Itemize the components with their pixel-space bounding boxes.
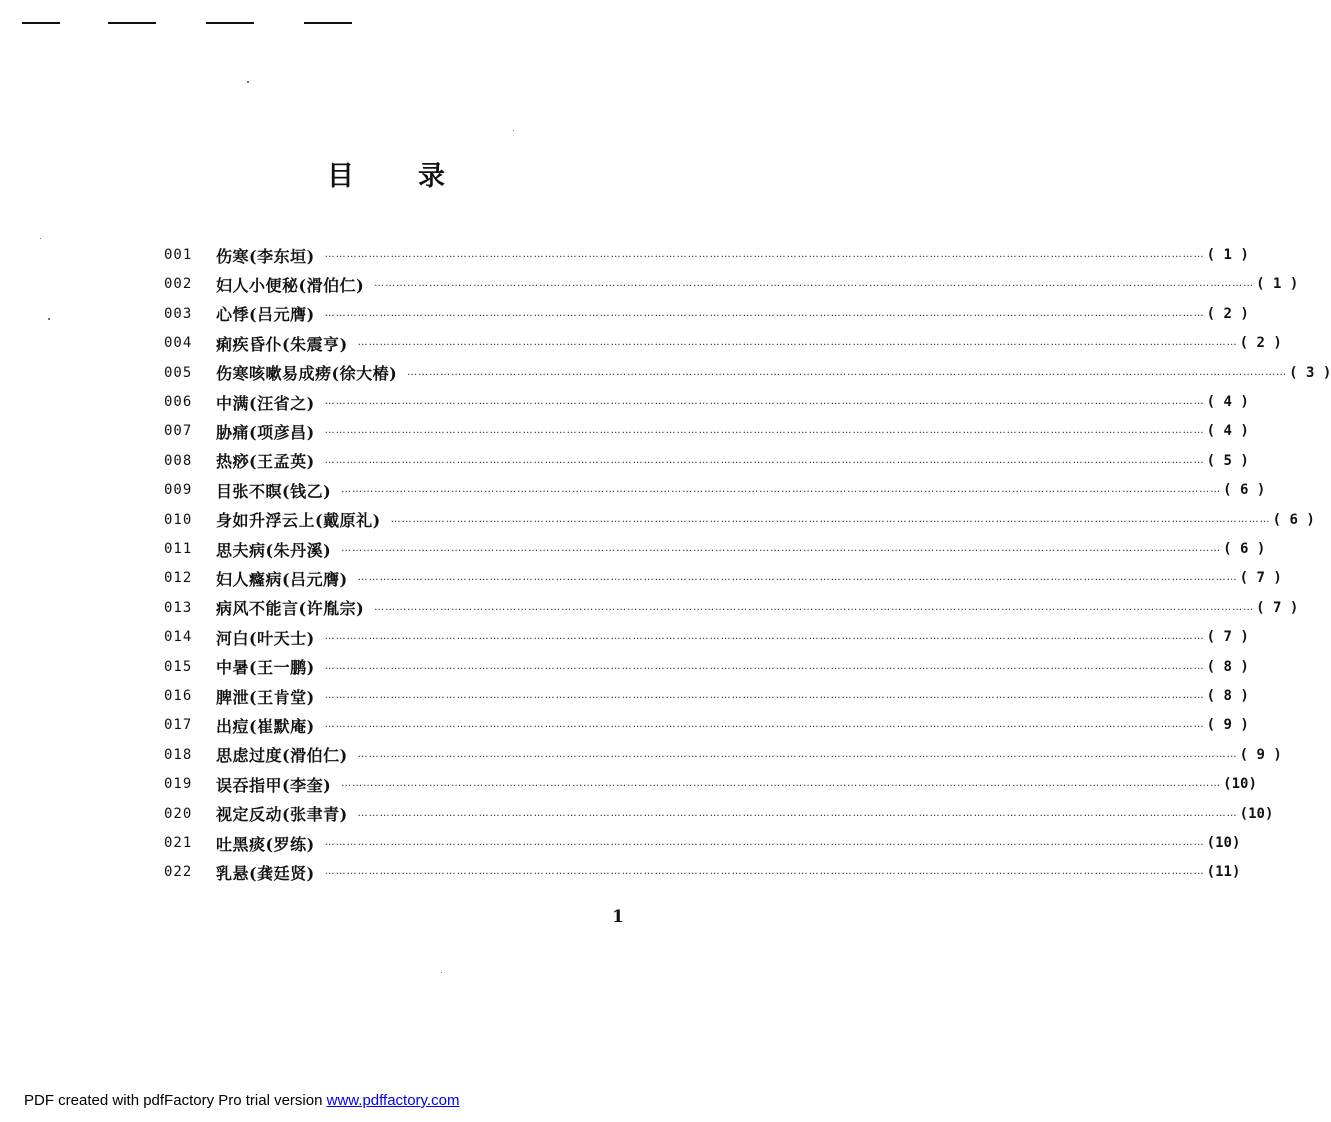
entry-number: 017 — [164, 717, 193, 734]
entry-title: 伤寒(李东垣) — [216, 246, 315, 266]
dot-leader: …………………………………………………………………………………………………………………………………………………………………………………………………………………… — [341, 543, 1222, 554]
scan-speck — [48, 318, 50, 320]
entry-page: ( 6 ) — [1223, 541, 1266, 557]
title-char-1: 目 — [327, 161, 354, 192]
entry-page: (11) — [1206, 864, 1241, 881]
entry-page: ( 1 ) — [1256, 276, 1299, 293]
toc-entry — [164, 507, 1315, 533]
entry-title: 思夫病(朱丹溪) — [216, 540, 332, 560]
header-rule — [108, 22, 156, 24]
dot-leader: …………………………………………………………………………………………………………………………………………………………………………………………………………………… — [341, 484, 1222, 496]
entry-title: 河白(叶天士) — [216, 628, 315, 648]
header-rule — [22, 22, 60, 24]
entry-page: ( 8 ) — [1206, 688, 1249, 704]
toc-entry — [164, 771, 1257, 797]
entry-number: 009 — [164, 482, 193, 499]
entry-number: 014 — [164, 629, 193, 646]
dot-leader: …………………………………………………………………………………………………………………………………………………………………………………………………………………… — [374, 601, 1255, 613]
entry-number: 021 — [164, 835, 193, 851]
entry-number: 006 — [164, 394, 193, 410]
dot-leader: …………………………………………………………………………………………………………………………………………………………………………………………………………………… — [324, 396, 1205, 407]
entry-page: ( 4 ) — [1206, 423, 1249, 440]
scan-speck — [247, 81, 249, 83]
dot-leader: …………………………………………………………………………………………………………………………………………………………………………………………………………………… — [324, 454, 1205, 466]
entry-title: 出痘(崔默庵) — [216, 716, 315, 736]
toc-entry — [164, 360, 1331, 386]
dot-leader: …………………………………………………………………………………………………………………………………………………………………………………………………………………… — [390, 513, 1271, 525]
toc-entry — [164, 712, 1249, 738]
entry-number: 004 — [164, 335, 193, 352]
dot-leader: …………………………………………………………………………………………………………………………………………………………………………………………………………………… — [341, 778, 1222, 790]
entry-number: 005 — [164, 364, 193, 381]
entry-number: 011 — [164, 541, 193, 557]
entry-title: 脾泄(王肯堂) — [216, 687, 315, 707]
toc-entry — [164, 448, 1249, 474]
entry-number: 018 — [164, 746, 193, 763]
entry-number: 007 — [164, 423, 193, 440]
toc-entry — [164, 565, 1282, 591]
toc-entry — [164, 859, 1241, 885]
entry-number: 015 — [164, 658, 193, 675]
entry-title: 视定反动(张聿青) — [216, 805, 348, 825]
dot-leader: …………………………………………………………………………………………………………………………………………………………………………………………………………………… — [324, 249, 1205, 260]
dot-leader: …………………………………………………………………………………………………………………………………………………………………………………………………………………… — [324, 837, 1205, 848]
toc-entry — [164, 654, 1249, 680]
toc-entry — [164, 389, 1249, 415]
dot-leader: …………………………………………………………………………………………………………………………………………………………………………………………………………………… — [357, 807, 1238, 819]
entry-number: 010 — [164, 511, 193, 528]
entry-page: ( 2 ) — [1239, 335, 1282, 352]
toc-entry — [164, 301, 1249, 327]
entry-title: 误吞指甲(李奎) — [216, 775, 332, 795]
entry-title: 中满(汪省之) — [216, 393, 315, 413]
footer-link[interactable]: www.pdffactory.com — [326, 1092, 460, 1109]
entry-title: 胁痛(项彦昌) — [216, 422, 315, 442]
scan-speck — [40, 238, 41, 239]
entry-number: 013 — [164, 599, 193, 616]
entry-page: ( 7 ) — [1206, 629, 1249, 646]
header-rule — [304, 22, 352, 24]
entry-number: 008 — [164, 452, 193, 469]
entry-title: 伤寒咳嗽易成痨(徐大椿) — [216, 364, 398, 384]
dot-leader: …………………………………………………………………………………………………………………………………………………………………………………………………………………… — [324, 631, 1205, 643]
entry-number: 019 — [164, 776, 193, 793]
dot-leader: …………………………………………………………………………………………………………………………………………………………………………………………………………………… — [374, 278, 1255, 290]
scan-speck — [441, 972, 442, 973]
toc-entry — [164, 477, 1266, 503]
entry-page: (10) — [1206, 835, 1241, 851]
entry-number: 001 — [164, 247, 193, 263]
dot-leader: …………………………………………………………………………………………………………………………………………………………………………………………………………………… — [324, 719, 1205, 731]
dot-leader: …………………………………………………………………………………………………………………………………………………………………………………………………………………… — [324, 425, 1205, 437]
dot-leader: …………………………………………………………………………………………………………………………………………………………………………………………………………………… — [324, 660, 1205, 672]
entry-number: 016 — [164, 688, 193, 704]
toc-entry — [164, 742, 1282, 768]
entry-page: ( 7 ) — [1239, 570, 1282, 587]
dot-leader: …………………………………………………………………………………………………………………………………………………………………………………………………………………… — [357, 572, 1238, 584]
scan-speck — [513, 130, 514, 131]
toc-entry — [164, 271, 1299, 297]
entry-page: ( 8 ) — [1206, 658, 1249, 675]
entry-number: 012 — [164, 570, 193, 587]
entry-title: 乳悬(龚廷贤) — [216, 863, 315, 883]
header-rule — [206, 22, 254, 24]
toc-entry — [164, 624, 1249, 650]
entry-page: ( 6 ) — [1223, 482, 1266, 499]
dot-leader: …………………………………………………………………………………………………………………………………………………………………………………………………………………… — [407, 366, 1288, 378]
footer-text: PDF created with pdfFactory Pro trial version — [24, 1092, 327, 1109]
entry-title: 热痧(王孟英) — [216, 452, 315, 472]
pdf-footer — [24, 1092, 459, 1109]
page-number: 1 — [612, 907, 624, 927]
entry-page: ( 6 ) — [1272, 511, 1315, 528]
header-rules — [0, 22, 793, 26]
entry-page: ( 1 ) — [1206, 247, 1249, 263]
entry-title: 妇人小便秘(滑伯仁) — [216, 275, 365, 295]
toc-entry — [164, 418, 1249, 444]
entry-number: 003 — [164, 305, 193, 322]
toc-entry — [164, 683, 1249, 709]
entry-title: 身如升浮云上(戴原礼) — [216, 511, 381, 531]
dot-leader: …………………………………………………………………………………………………………………………………………………………………………………………………………………… — [324, 690, 1205, 701]
entry-page: ( 9 ) — [1206, 717, 1249, 734]
entry-title: 痢疾昏仆(朱震亨) — [216, 334, 348, 354]
entry-number: 002 — [164, 276, 193, 293]
toc-entry — [164, 595, 1299, 621]
dot-leader: …………………………………………………………………………………………………………………………………………………………………………………………………………………… — [357, 748, 1238, 760]
entry-page: ( 7 ) — [1256, 599, 1299, 616]
entry-title: 思虑过度(滑伯仁) — [216, 746, 348, 766]
dot-leader: …………………………………………………………………………………………………………………………………………………………………………………………………………………… — [324, 866, 1205, 878]
toc-entry — [164, 242, 1249, 268]
title-char-2: 录 — [418, 161, 445, 192]
dot-leader: …………………………………………………………………………………………………………………………………………………………………………………………………………………… — [324, 307, 1205, 319]
entry-title: 中暑(王一鹏) — [216, 658, 315, 678]
entry-title: 病风不能言(许胤宗) — [216, 599, 365, 619]
page-title — [0, 154, 793, 194]
entry-title: 目张不瞑(钱乙) — [216, 481, 332, 501]
entry-number: 022 — [164, 864, 193, 881]
entry-page: (10) — [1239, 805, 1274, 822]
toc-entry — [164, 536, 1266, 562]
entry-number: 020 — [164, 805, 193, 822]
entry-page: (10) — [1223, 776, 1257, 793]
entry-title: 吐黑痰(罗练) — [216, 834, 315, 854]
toc-entry — [164, 330, 1282, 356]
entry-page: ( 5 ) — [1206, 452, 1249, 469]
entry-title: 妇人癃病(吕元膺) — [216, 569, 348, 589]
entry-title: 心悸(吕元膺) — [216, 305, 315, 325]
entry-page: ( 2 ) — [1206, 305, 1249, 322]
entry-page: ( 3 ) — [1289, 364, 1331, 381]
dot-leader: …………………………………………………………………………………………………………………………………………………………………………………………………………………… — [357, 337, 1238, 349]
entry-page: ( 4 ) — [1206, 394, 1249, 410]
entry-page: ( 9 ) — [1239, 746, 1282, 763]
toc-entry — [164, 830, 1241, 856]
toc-entry — [164, 801, 1274, 827]
